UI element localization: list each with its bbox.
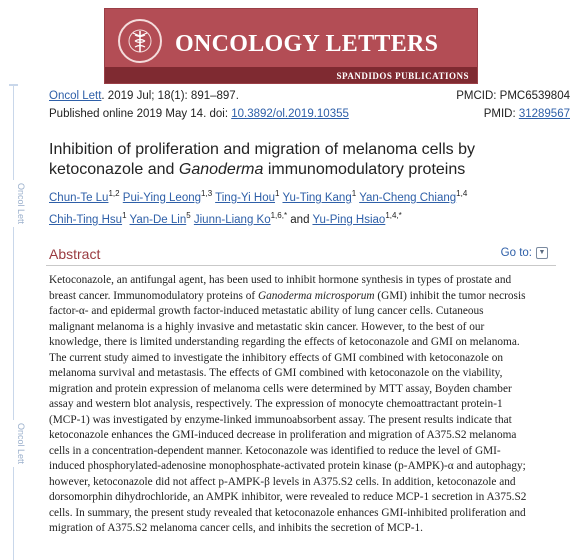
- author-link[interactable]: Yan-Cheng Chiang: [359, 191, 457, 204]
- author-link[interactable]: Yu-Ping Hsiao: [312, 213, 386, 226]
- author-list: [49, 185, 554, 229]
- title-part-1: Inhibition of proliferation and migration of melanoma cells by ketoconazole and: [49, 141, 476, 178]
- abstract-line: cells. In summary, the present study revealed that ketoconazole enhances GMI-inhibited proliferation and: [49, 506, 526, 519]
- abstract-line: assay and western blot analysis, respectively. The expression of monocyte chemoattractant protein-1: [49, 398, 503, 410]
- published-prefix: Published online 2019 May 14. doi:: [49, 108, 232, 120]
- abstract-line: melanoma survival and metastasis. The effects of GMI combined with ketoconazole on the viability,: [49, 367, 503, 379]
- journal-name: ONCOLOGY LETTERS: [175, 31, 439, 57]
- title-part-2: immunomodulatory proteins: [263, 161, 466, 178]
- side-rail: [6, 84, 26, 560]
- abstract-line: migration of A375.S2 melanoma cancer cells, and inhibits the secretion of MCP-1.: [49, 522, 423, 534]
- abstract-line: however, ketoconazole did not affect p-AMPK-β levels in A375.S2 cells. In addition, ketoconazole and: [49, 475, 516, 488]
- author-affiliation: 5: [186, 210, 191, 220]
- abstract-line: knowledge, there is limited understanding regarding the effects of ketoconazole and GMI on melanoma.: [49, 336, 520, 348]
- abstract-line: cells in a concentration-dependent manner. Ketoconazole was identified to reduce the level of GMI-: [49, 444, 501, 457]
- caduceus-icon: [125, 26, 155, 56]
- abstract-line: breast cancer. Immunomodulatory proteins of Ganoderma microsporum (GMI) inhibit the tumor necrosis: [49, 289, 526, 302]
- side-rail-line: [13, 84, 14, 560]
- pmcid-label: PMCID:: [456, 90, 500, 102]
- journal-seal-logo: [118, 19, 162, 63]
- author-affiliation: 1: [122, 210, 127, 220]
- author-affiliation: 1,6,*: [270, 210, 288, 220]
- journal-link[interactable]: Oncol Lett: [49, 90, 102, 102]
- side-rail-label-bottom[interactable]: Oncol Lett: [2, 420, 26, 467]
- side-rail-handle: [9, 84, 18, 86]
- author-affiliation: 1: [351, 189, 357, 198]
- author-link[interactable]: Chih-Ting Hsu: [49, 213, 123, 226]
- author-link[interactable]: Chun-Te Lu: [49, 191, 109, 204]
- pmid-link[interactable]: 31289567: [518, 108, 570, 120]
- author-affiliation: 1,4: [456, 189, 468, 198]
- author-link[interactable]: Pui-Ying Leong: [122, 191, 202, 204]
- pmid-line: [484, 108, 570, 120]
- abstract-line: Ketoconazole, an antifungal agent, has been used to inhibit hormone synthesis in types of prostate and: [49, 274, 512, 286]
- citation-details: . 2019 Jul; 18(1): 891–897.: [101, 90, 239, 102]
- abstract-heading: Abstract: [49, 246, 101, 262]
- side-rail-label-top[interactable]: Oncol Lett: [2, 180, 26, 227]
- doi-link[interactable]: 10.3892/ol.2019.10355: [231, 108, 349, 120]
- title-italic: Ganoderma: [178, 161, 264, 178]
- author-link[interactable]: Jiunn-Liang Ko: [193, 213, 271, 226]
- citation-line: [49, 90, 239, 102]
- abstract-line: malignant melanoma is a highly invasive and metastatic skin cancer. However, to the best of our: [49, 320, 485, 333]
- abstract-line: dorsomorphin dihydrochloride, an AMPK inhibitor, were revealed to reduce MCP-1 secretion in A375.S2: [49, 491, 527, 503]
- abstract-body: [49, 273, 556, 537]
- abstract-line: migration and protein expression of melanoma cells were determined by MTT assay, Boyden chamber: [49, 382, 512, 395]
- author-link[interactable]: Ting-Yi Hou: [215, 191, 276, 204]
- chevron-down-icon[interactable]: ▼: [536, 247, 548, 259]
- pmcid-line: [456, 90, 570, 102]
- pmid-label: PMID:: [483, 108, 519, 120]
- pmcid-value: PMC6539804: [499, 90, 570, 102]
- goto-label: Go to:: [500, 247, 532, 259]
- published-line: [49, 108, 349, 120]
- abstract-header: [46, 244, 556, 266]
- article-title: [49, 140, 549, 180]
- species-name: Ganoderma microsporum: [257, 289, 375, 302]
- author-affiliation: 1,4,*: [385, 210, 402, 220]
- author-link[interactable]: Yan-De Lin: [129, 213, 187, 226]
- abstract-line: induced phosphorylated-adenosine monophosphate-activated protein kinase (p-AMPK)-α and autophagy;: [49, 460, 526, 472]
- abstract-line: The current study aimed to investigate the inhibitory effects of GMI combined with ketoconazole on: [49, 351, 504, 364]
- authors-and: and: [287, 213, 313, 226]
- abstract-line: ketoconazole enhances the GMI-induced decrease in proliferation and migration of A375.S2 melanoma: [49, 429, 517, 441]
- author-affiliation: 1: [275, 189, 280, 198]
- publisher-name: SPANDIDOS PUBLICATIONS: [336, 71, 469, 81]
- journal-banner[interactable]: [104, 8, 478, 84]
- author-affiliation: 1,3: [201, 189, 213, 198]
- abstract-line: factor-α- and epidermal growth factor-induced metastatic ability of lung cancer cells. Cutaneous: [49, 305, 484, 317]
- goto-button[interactable]: [501, 247, 548, 259]
- author-affiliation: 1,2: [108, 189, 120, 198]
- abstract-line: (MCP-1) was investigated by enzyme-linked immunoabsorbent assay. The present results indicate that: [49, 413, 512, 426]
- author-link[interactable]: Yu-Ting Kang: [282, 191, 352, 204]
